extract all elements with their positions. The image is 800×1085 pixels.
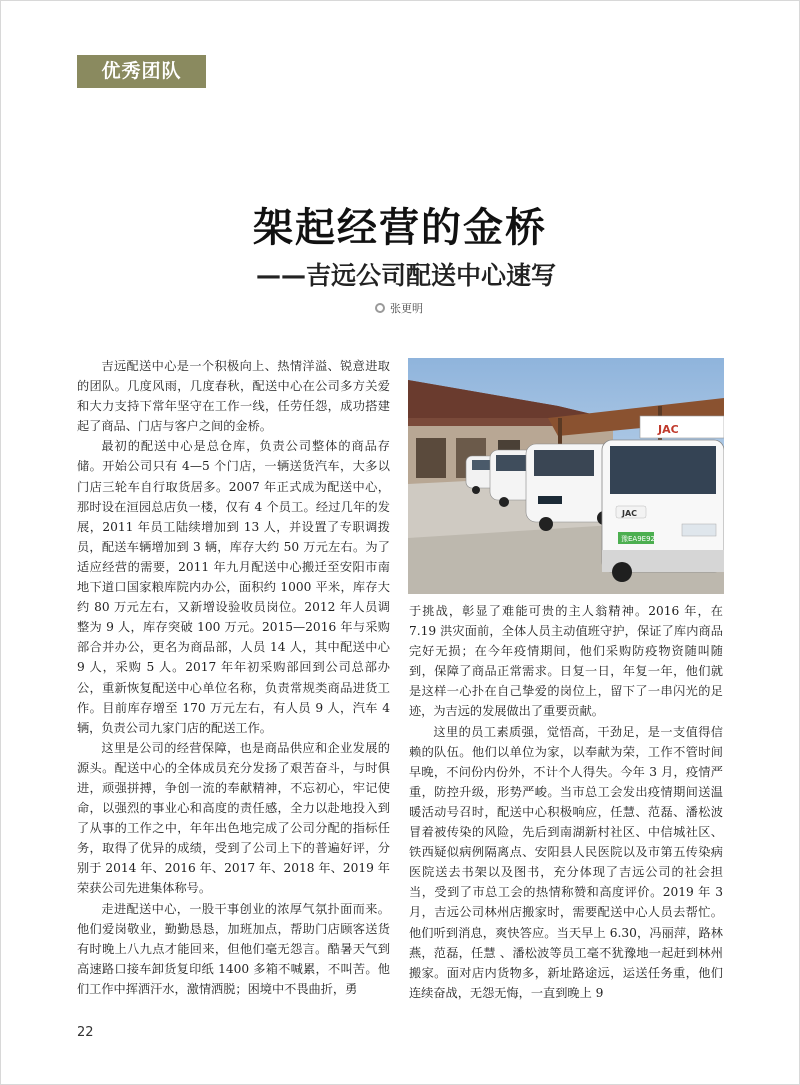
delivery-vans-illustration <box>408 358 724 594</box>
right-column <box>409 601 723 1003</box>
truck-grille-text: JAC <box>622 509 638 518</box>
page-number: 22 <box>77 1025 94 1040</box>
circle-bullet-icon <box>375 303 385 313</box>
truck-logo-text: JAC <box>658 423 679 436</box>
section-tag: 优秀团队 <box>77 55 206 88</box>
article-title: 架起经营的金桥 <box>253 204 547 251</box>
paragraph: 于挑战，彰显了难能可贵的主人翁精神。2016 年，在 7.19 洪灾面前，全体人员主动值班守护，保证了库内商品完好无损；在今年疫情期间，他们采购防疫物资随叫随到，保障了商品正常需求。日复一日，年复一年，他们就是这样一心扑在自己挚爱的岗位上，留下了一串闪光的足迹，为吉远的发展做出了重要贡献。 <box>409 604 723 719</box>
paragraph: 这里的员工素质强，觉悟高，干劲足，是一支值得信赖的队伍。他们以单位为家，以奉献为荣，工作不管时间早晚，不问份内份外，不计个人得失。今年 3 月，疫情严重，防控升级，形势严峻。当市总工会发出疫情期间送温暖活动号召时，配送中心积极响应，任慧、范磊、潘松波冒着被传染的风险，先后到南湖新村社区、中信城社区、铁西疑似病例隔离点、安阳县人民医院以及市第五传染病医院送去书架以及图书，充分体现了吉远公司的社会担当，受到了市总工会的热情称赞和高度评价。2019 年 3 月，吉远公司林州店搬家时，需要配送中心人员去帮忙。他们听到消息，爽快答应。当天早上 6.30，冯丽萍，路林燕，范磊，任慧 、潘松波等员工毫不犹豫地一起赶到林州搬家。面对店内货物多，新址路途远，运送任务重，他们连续奋战，无怨无悔，一直到晚上 9 <box>409 724 723 1000</box>
author-name: 张更明 <box>390 302 423 315</box>
paragraph: 最初的配送中心是总仓库，负责公司整体的商品存储。开始公司只有 4—5 个门店，一辆送货汽车，大多以门店三轮车自行取货居多。2007 年正式成为配送中心，那时设在洹园总店负一楼，仅有 4 个员工。经过几年的发展，2011 年员工陆续增加到 13 人，并设置了专职调拨员，配送车辆增加到 3 辆，库存大约 50 万元左右。为了适应经营的需要，2011 年九月配送中心搬迁至安阳市南地下道口国家粮库院内办公，面积约 1000 平米，库存大约 80 万元左右，又新增设验收员岗位。2012 年人员调整为 9 人，库存突破 100 万元。2015—2016 年与采购部合并办公，更名为商品部，人员 14 人，其中配送中心 9 人，采购 5 人。2017 年年初采购部回到公司总部办公，重新恢复配送中心单位名称，负责常规类商品进货工作。目前库存增至 170 万元左右，有人员 9 人，汽车 4 辆，负责公司九家门店的配送工作。 <box>77 439 390 735</box>
left-column <box>77 356 390 999</box>
paragraph: 这里是公司的经营保障，也是商品供应和企业发展的源头。配送中心的全体成员充分发扬了艰苦奋斗，与时俱进，顽强拼搏，争创一流的奉献精神，不忘初心，牢记使命，以强烈的事业心和高度的责任感，全力以赴地投入到了从事的工作之中，年年出色地完成了公司分配的指标任务，取得了优异的成绩，受到了公司上下的普遍好评，分别于 2014 年、2016 年、2017 年、2018 年、2019 年荣获公司先进集体称号。 <box>77 740 390 896</box>
license-plate-text: 豫EA9E92 <box>621 535 655 543</box>
paragraph: 吉远配送中心是一个积极向上、热情洋溢、锐意进取的团队。几度风雨，几度春秋，配送中心在公司多方关爱和大力支持下常年坚守在工作一线，任劳任怨，成功搭建起了商品、门店与客户之间的金桥。 <box>77 359 390 434</box>
delivery-vans-photo <box>408 358 724 594</box>
article-subtitle: ——吉远公司配送中心速写 <box>256 261 557 290</box>
paragraph: 走进配送中心，一股干事创业的浓厚气氛扑面而来。他们爱岗敬业，勤勤恳恳，加班加点，帮助门店顾客送货有时晚上八九点才能回来，但他们毫无怨言。酷暑天气到高速路口接车卸货复印纸 1400 多箱不喊累，不叫苦。他们工作中挥洒汗水，激情洒脱；困境中不畏曲折，勇 <box>77 901 390 996</box>
author-line <box>375 300 423 316</box>
